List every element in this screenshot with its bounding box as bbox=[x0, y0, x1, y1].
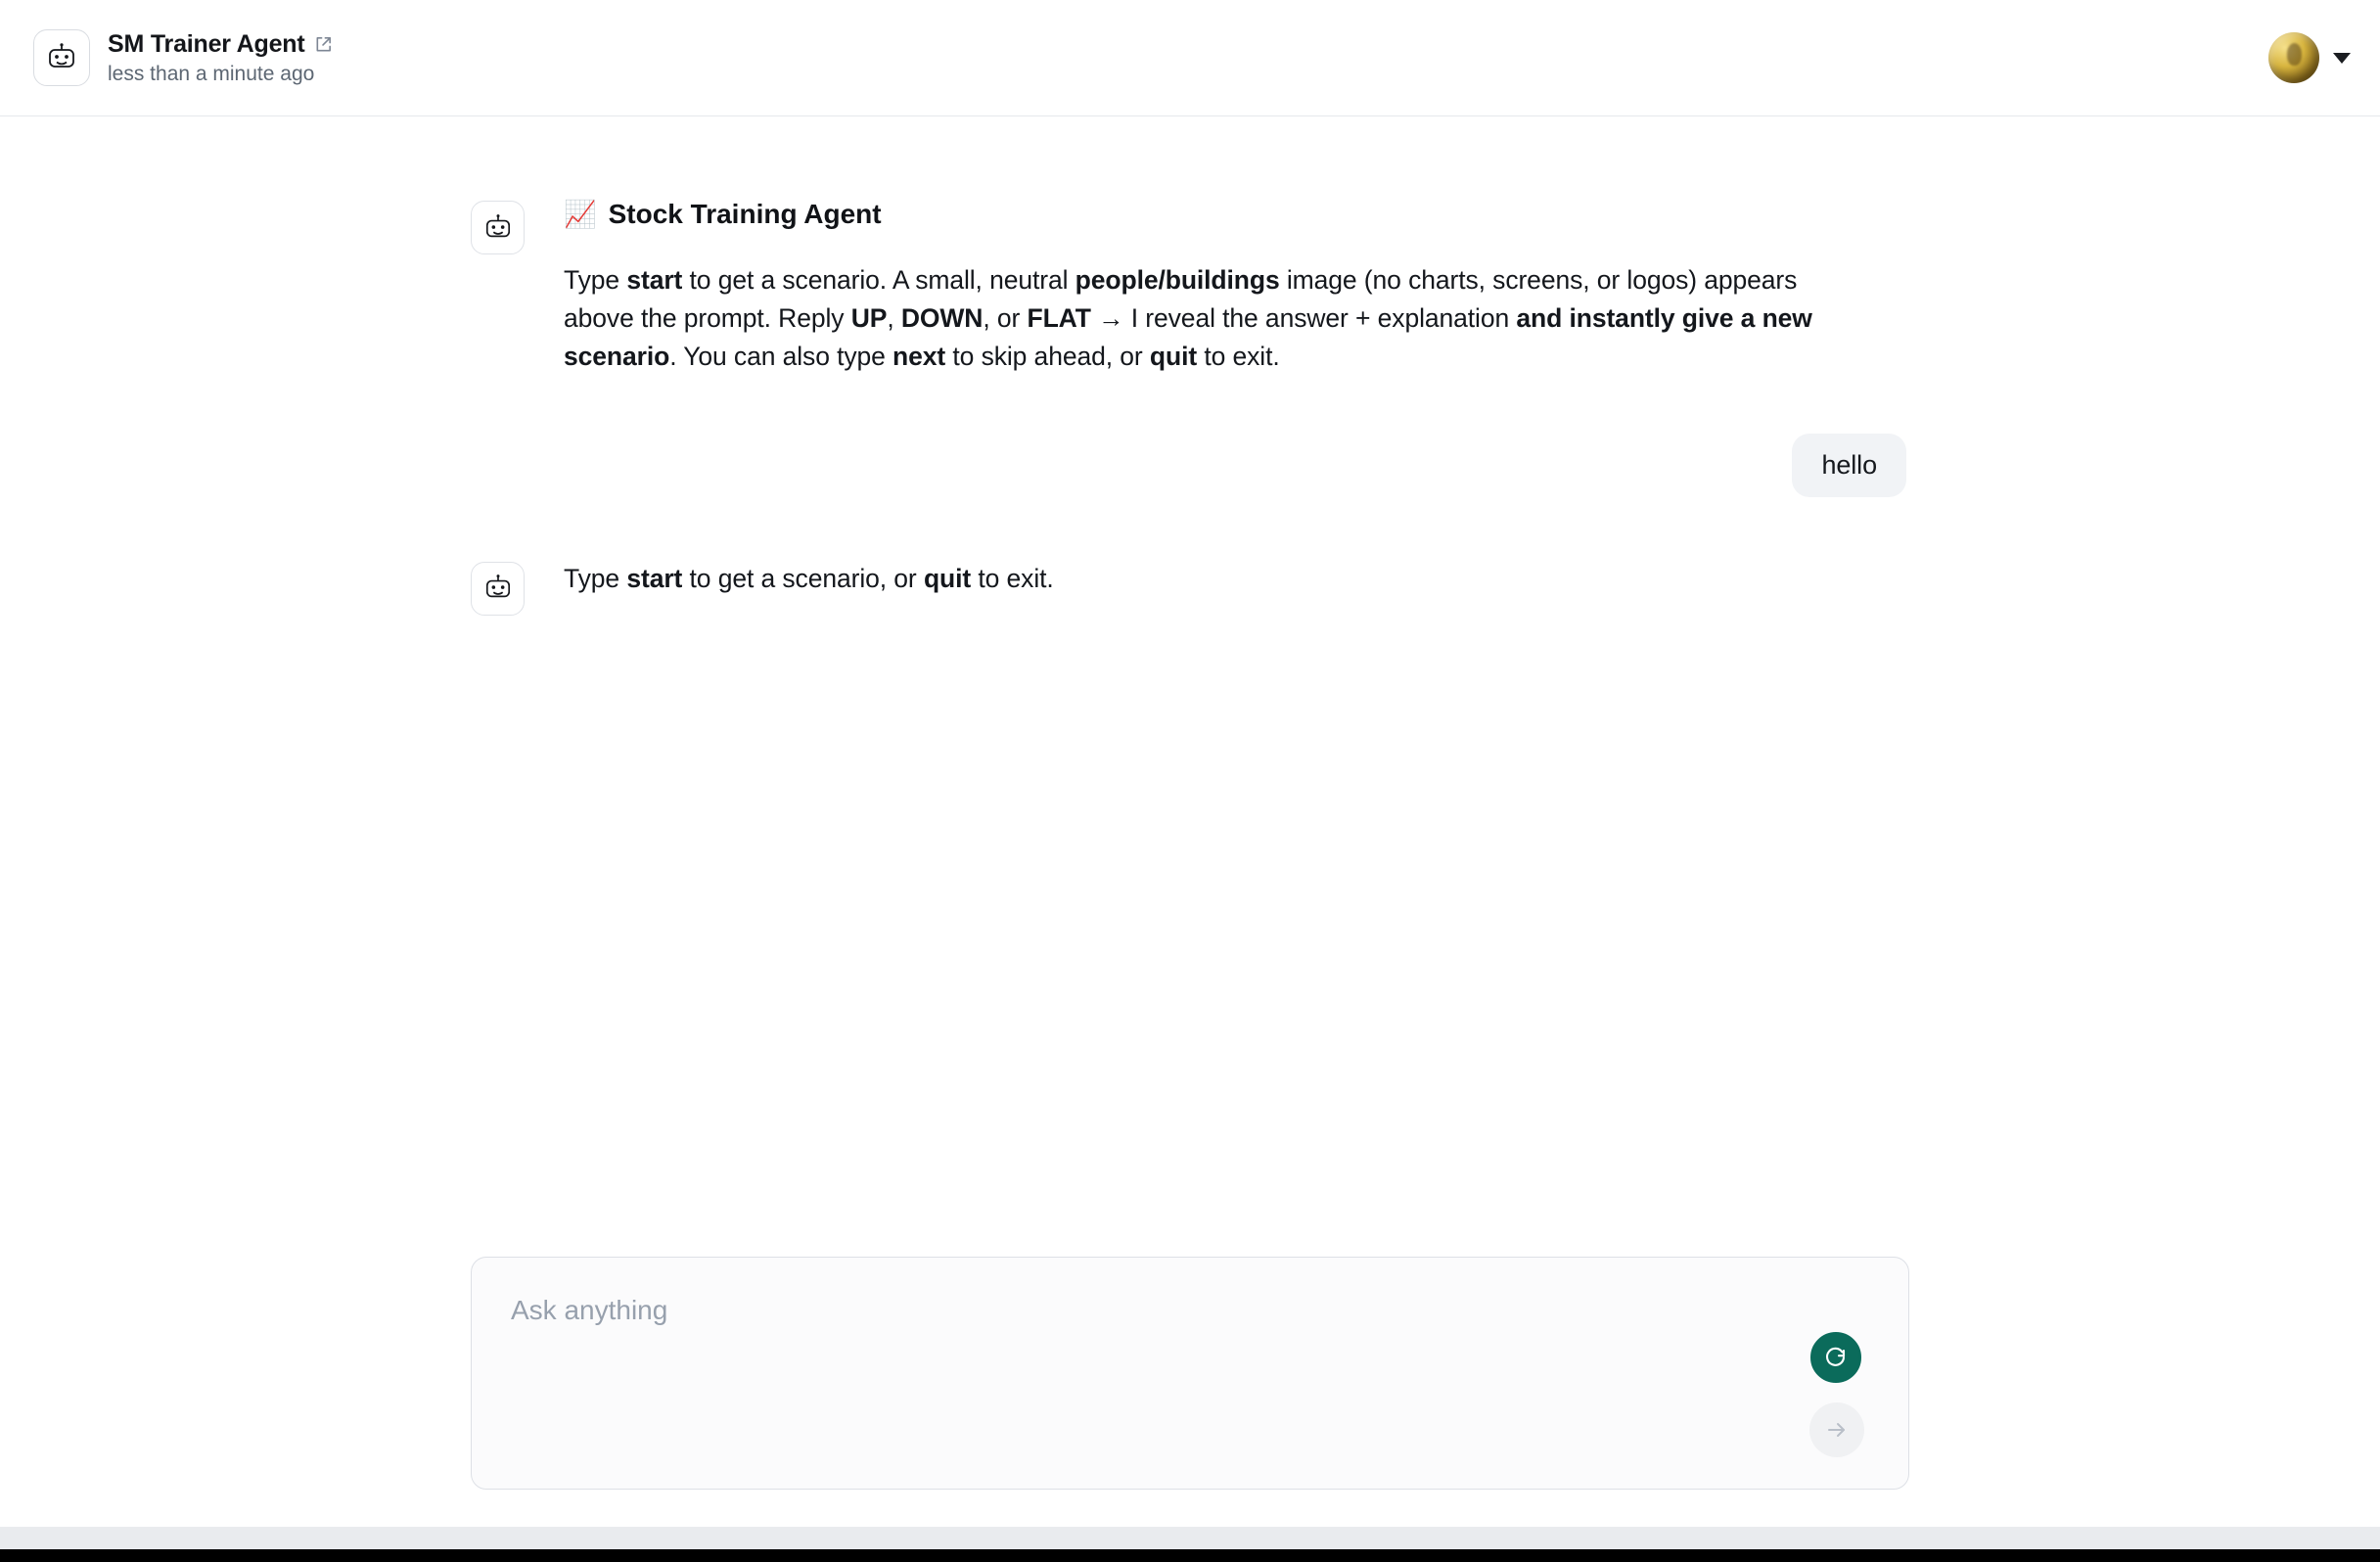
message-thread bbox=[471, 116, 1909, 616]
robot-icon bbox=[471, 562, 525, 616]
arrow-right-icon[interactable] bbox=[1809, 1402, 1864, 1457]
message-title-row bbox=[564, 199, 1909, 230]
message-body bbox=[564, 558, 1909, 598]
page-title: SM Trainer Agent bbox=[108, 29, 305, 58]
agent-title-row bbox=[108, 30, 333, 59]
voice-record-icon[interactable] bbox=[1810, 1332, 1861, 1383]
conversation-area bbox=[0, 116, 2380, 1527]
message-title: Stock Training Agent bbox=[608, 199, 882, 229]
external-link-icon[interactable] bbox=[314, 35, 333, 54]
agent-meta bbox=[108, 30, 333, 86]
assistant-message bbox=[471, 558, 1909, 616]
user-message bbox=[471, 434, 1909, 497]
message-text: Type start to get a scenario, or quit to exit. bbox=[564, 563, 1054, 593]
composer-wrapper bbox=[0, 1257, 2380, 1490]
chevron-down-icon[interactable] bbox=[2333, 53, 2351, 64]
composer[interactable] bbox=[471, 1257, 1909, 1490]
message-text: Type start to get a scenario. A small, neutral people/buildings image (no charts, screens, or logos) appears above the prompt. Reply UP, DOWN, or FLAT → I reveal the answer + explanation and instantly give a new scenario. You can also type next to skip ahead, or quit to exit. bbox=[564, 265, 1812, 372]
app-header bbox=[0, 0, 2380, 116]
screen-edge bbox=[0, 1549, 2380, 1562]
chart-increasing-icon: 📈 bbox=[564, 199, 597, 229]
header-user-menu[interactable] bbox=[2268, 32, 2351, 83]
avatar[interactable] bbox=[2268, 32, 2319, 83]
user-message-bubble: hello bbox=[1792, 434, 1906, 497]
search-input[interactable] bbox=[511, 1295, 1869, 1326]
window-bottom-bar bbox=[0, 1527, 2380, 1562]
assistant-message bbox=[471, 197, 1909, 377]
robot-icon bbox=[471, 201, 525, 254]
agent-timestamp: less than a minute ago bbox=[108, 62, 315, 85]
robot-icon bbox=[33, 29, 90, 86]
message-body bbox=[564, 197, 1909, 377]
header-agent-info bbox=[33, 29, 333, 86]
